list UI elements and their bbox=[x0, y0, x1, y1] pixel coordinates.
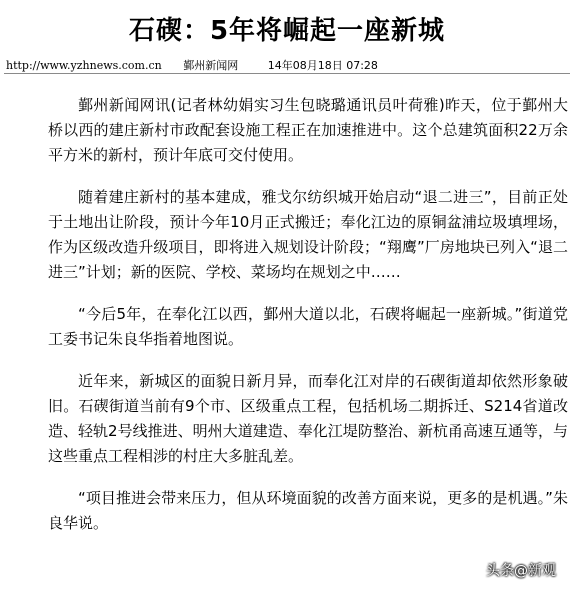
publish-date: 14年08月18日 07:28 bbox=[267, 59, 378, 72]
article-meta bbox=[6, 57, 566, 73]
watermark: 头条@新观 bbox=[486, 563, 556, 579]
source-name: 鄞州新闻网 bbox=[183, 59, 239, 72]
source-url-link[interactable]: http://www.yzhnews.com.cn bbox=[6, 59, 162, 72]
article-paragraph: 近年来，新城区的面貌日新月异，而奉化江对岸的石碶街道却依然形象破旧。石碶街道当前有9个市、区级重点工程，包括机场二期拆迁、S214省道改造、轻轨2号线推进、明州大道建造、奉化江堤防整治、新杭甬高速互通等，与这些重点工程相涉的村庄大多脏乱差。 bbox=[48, 372, 568, 465]
article-paragraph: “项目推进会带来压力，但从环境面貌的改善方面来说，更多的是机遇。”朱良华说。 bbox=[48, 489, 568, 532]
article-paragraph: 随着建庄新村的基本建成，雅戈尔纺织城开始启动“退二进三”，目前正处于土地出让阶段，预计今年10月正式搬迁；奉化江边的原铜盆浦垃圾填埋场，作为区级改造升级项目，即将进入规划设计阶段；“翔鹰”厂房地块已列入“退二进三”计划；新的医院、学校、菜场均在规划之中…… bbox=[48, 188, 568, 281]
meta-divider bbox=[4, 73, 570, 74]
article-paragraph: 鄞州新闻网讯(记者林幼娟实习生包晓璐通讯员叶荷雅)昨天，位于鄞州大桥以西的建庄新村市政配套设施工程正在加速推进中。这个总建筑面积22万余平方米的新村，预计年底可交付使用。 bbox=[48, 96, 568, 164]
article-body bbox=[48, 93, 568, 553]
article-title: 石碶：5年将崛起一座新城 bbox=[128, 16, 446, 46]
article-paragraph: “今后5年，在奉化江以西，鄞州大道以北，石碶将崛起一座新城。”街道党工委书记朱良华指着地图说。 bbox=[48, 305, 568, 348]
